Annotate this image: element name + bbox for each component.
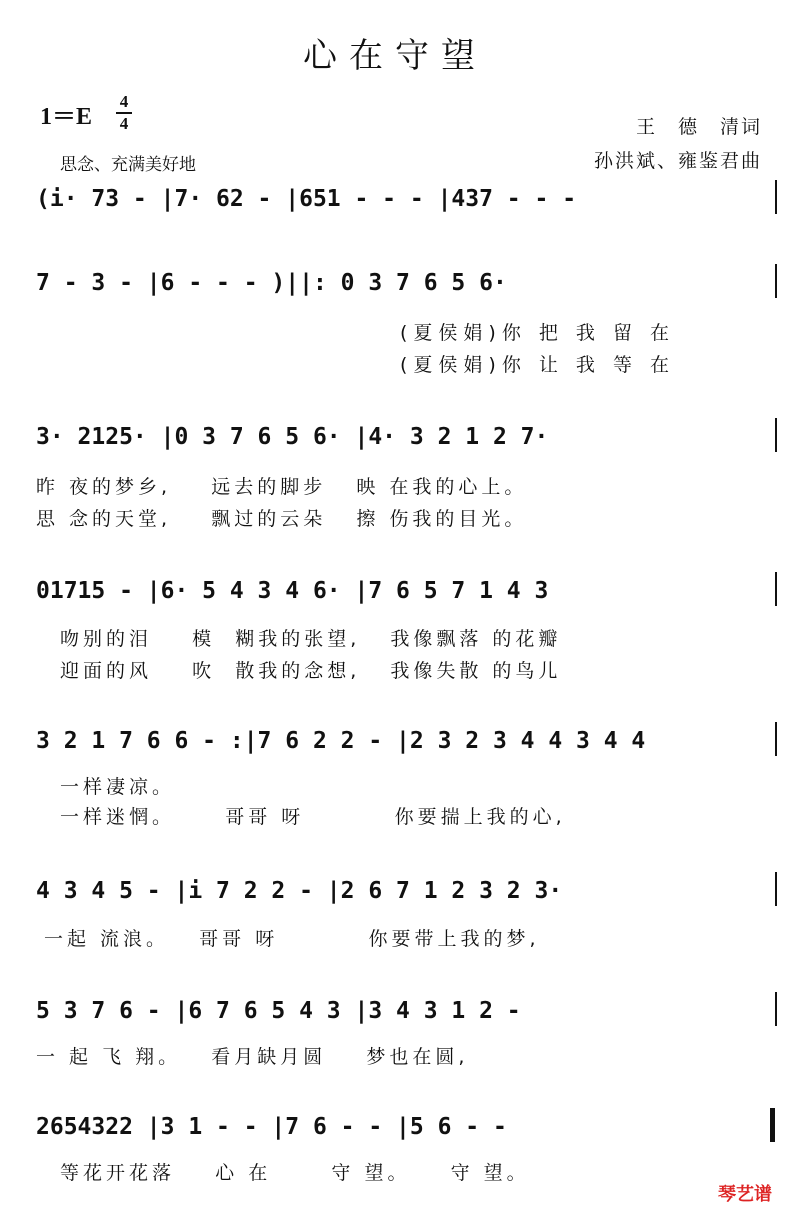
composer-credit: 孙洪斌、雍鉴君曲 xyxy=(593,150,762,172)
lyrics-verse-1: 一样凄凉。 xyxy=(60,776,176,798)
lyrics-verse-1: 吻别的泪 模 糊我的张望, 我像飘落 的花瓣 xyxy=(60,628,562,650)
lyrics-verse-1: 一 起 飞 翔。 看月缺月圆 梦也在圆, xyxy=(36,1046,469,1068)
final-barline xyxy=(770,1108,775,1142)
page-title: 心在守望 xyxy=(303,36,487,76)
score-system-4 xyxy=(0,578,790,688)
lyrics-verse-2: 迎面的风 吹 散我的念想, 我像失散 的鸟儿 xyxy=(60,660,562,682)
lyrics-verse-1: 等花开花落 心 在 守 望。 守 望。 xyxy=(60,1162,530,1184)
notes-line: (i· 73 - |7· 62 - |651 - - - |437 - - - xyxy=(36,186,577,212)
barline xyxy=(775,872,777,906)
score-system-7 xyxy=(0,998,790,1078)
barline xyxy=(775,992,777,1026)
notes-line: 4 3 4 5 - |i 7 2 2 - |2 6 7 1 2 3 2 3· xyxy=(36,878,563,904)
score-system-8 xyxy=(0,1114,790,1194)
notes-line: 3· 2125· |0 3 7 6 5 6· |4· 3 2 1 2 7· xyxy=(36,424,549,450)
barline xyxy=(775,418,777,452)
score-system-2 xyxy=(0,270,790,380)
lyrics-verse-2: (夏侯娟)你 让 我 等 在 xyxy=(400,354,675,376)
notes-line: 01715 - |6· 5 4 3 4 6· |7 6 5 7 1 4 3 xyxy=(36,578,549,604)
time-signature xyxy=(116,92,132,134)
score-system-6 xyxy=(0,878,790,958)
lyricist-credit: 王 德 清词 xyxy=(635,116,762,138)
barline xyxy=(775,264,777,298)
barline xyxy=(775,180,777,214)
lyrics-verse-1: (夏侯娟)你 把 我 留 在 xyxy=(400,322,675,344)
score-system-5 xyxy=(0,728,790,838)
barline xyxy=(775,572,777,606)
notes-line: 3 2 1 7 6 6 - :|7 6 2 2 - |2 3 2 3 4 4 3 4 4 xyxy=(36,728,646,754)
lyrics-verse-1: 昨 夜的梦乡, 远去的脚步 映 在我的心上。 xyxy=(36,476,528,498)
time-signature-top: 4 xyxy=(119,92,129,111)
expression-marking: 思念、充满美好地 xyxy=(60,155,196,175)
notes-line: 2654322 |3 1 - - |7 6 - - |5 6 - - xyxy=(36,1114,507,1140)
lyrics-verse-2: 一样迷惘。 哥哥 呀 你要揣上我的心, xyxy=(60,806,566,828)
watermark-logo: 琴艺谱 xyxy=(718,1184,772,1205)
barline xyxy=(775,722,777,756)
score-system-1 xyxy=(0,186,790,246)
key-signature: 1＝E xyxy=(40,104,93,130)
lyrics-verse-1: 一起 流浪。 哥哥 呀 你要带上我的梦, xyxy=(44,928,540,950)
notes-line: 7 - 3 - |6 - - - )||: 0 3 7 6 5 6· xyxy=(36,270,507,296)
time-signature-bottom: 4 xyxy=(119,114,129,133)
notes-line: 5 3 7 6 - |6 7 6 5 4 3 |3 4 3 1 2 - xyxy=(36,998,521,1024)
score-system-3 xyxy=(0,424,790,534)
lyrics-verse-2: 思 念的天堂, 飘过的云朵 擦 伤我的目光。 xyxy=(36,508,528,530)
